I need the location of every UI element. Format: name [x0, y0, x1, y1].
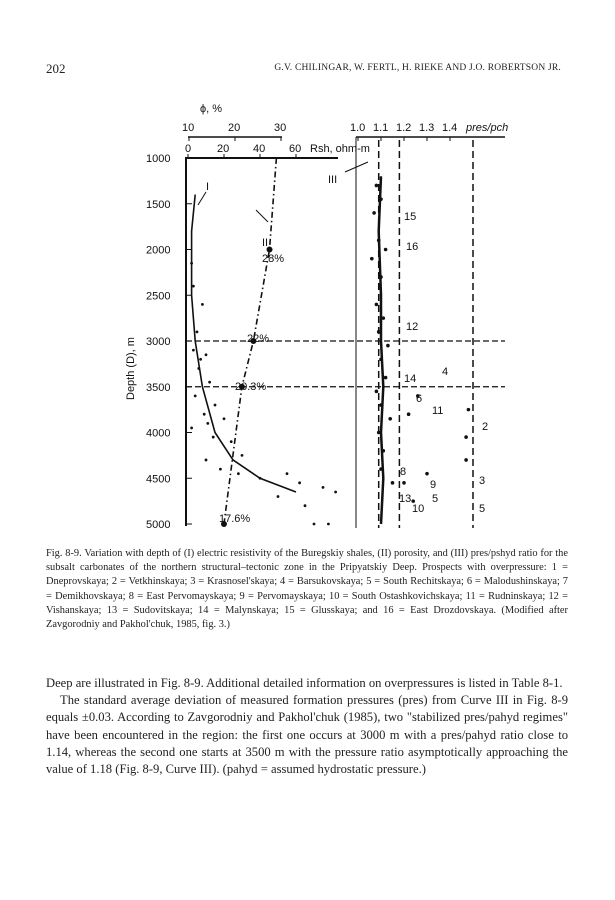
ratio-point	[407, 412, 411, 416]
ratio-tick-label: 1.2	[396, 122, 412, 134]
ratio-point	[377, 239, 381, 243]
r-tick-label: 20	[217, 143, 230, 155]
ratio-point	[379, 467, 383, 471]
ratio-point	[375, 184, 379, 188]
depth-tick-label: 3500	[146, 381, 171, 394]
prospect-label: 5	[479, 503, 486, 515]
porosity-label: 17.6%	[219, 513, 251, 525]
ratio-point	[375, 303, 379, 307]
porosity-label: 22%	[247, 333, 270, 345]
paragraph: The standard average deviation of measured formation pressures (pres) from Curve III in Fig. 8-9 equals ±0.03. According to Zavgorodniy and Pakhol'chuk (1985), two "stabilized pres/pahyd regimes" have been encountered in the region: the first one occurs at 3000 m with a pres/pahyd ratio close to 1.14, whereas the second one starts at 3500 m with the pressure ratio asymptotically approaching the value of 1.18 (Fig. 8-9, Curve III). (pahyd = assumed hydrostatic pressure.)	[46, 693, 568, 777]
prospect-label: 6	[416, 393, 423, 405]
depth-tick-label: 1000	[146, 153, 171, 165]
resistivity-point	[212, 436, 215, 439]
resistivity-point	[241, 454, 244, 457]
resistivity-point	[203, 413, 206, 416]
resistivity-point	[199, 358, 202, 361]
ratio-point	[382, 449, 386, 453]
resistivity-point	[192, 285, 195, 288]
resistivity-point	[327, 523, 330, 526]
resistivity-point	[334, 491, 337, 494]
curve-label: III	[328, 174, 338, 186]
phi-tick-label: 30	[274, 122, 287, 134]
curve-label: II	[262, 237, 269, 249]
prospect-label: 12	[406, 321, 419, 333]
curve-label: I	[206, 181, 210, 193]
prospect-label: 8	[400, 466, 407, 478]
prospect-label: 14	[404, 373, 417, 385]
prospect-label: 13	[399, 493, 412, 505]
ratio-point	[377, 431, 381, 435]
curve-I-arrow	[198, 192, 206, 205]
ratio-point	[384, 376, 388, 380]
resistivity-point	[201, 303, 204, 306]
depth-tick-label: 2500	[146, 290, 171, 303]
resistivity-point	[205, 353, 208, 356]
phi-tick-label: 10	[182, 122, 195, 134]
depth-tick-label: 4500	[146, 473, 171, 486]
depth-axis-label: Depth (D), m	[125, 337, 137, 400]
ratio-tick-label: 1.4	[442, 122, 458, 134]
ratio-point	[379, 197, 383, 201]
prospect-label: 5	[432, 493, 439, 505]
resistivity-point	[214, 404, 217, 407]
resistivity-point	[219, 468, 222, 471]
ratio-point	[386, 344, 390, 348]
resistivity-point	[298, 481, 301, 484]
phi-tick-label: 20	[228, 122, 241, 134]
ratio-point	[425, 472, 429, 476]
resistivity-point	[237, 472, 240, 475]
depth-tick-label: 1500	[146, 198, 171, 211]
porosity-label: 28%	[262, 253, 285, 265]
resistivity-point	[190, 427, 193, 430]
resistivity-point	[197, 367, 200, 370]
prospect-label: 10	[412, 503, 425, 515]
curve-I-resistivity	[192, 195, 296, 492]
ratio-axis-label: pres/pch	[466, 122, 509, 134]
resistivity-point	[190, 262, 193, 265]
r-tick-label: 40	[253, 143, 266, 155]
ratio-point	[379, 358, 383, 362]
ratio-point	[377, 330, 381, 334]
resistivity-point	[277, 495, 280, 498]
prospect-label: 16	[406, 241, 419, 253]
depth-tick-label: 2000	[146, 244, 171, 257]
resistivity-point	[322, 486, 325, 489]
ratio-point	[464, 458, 468, 462]
resistivity-point	[205, 459, 208, 462]
resistivity-point	[304, 504, 307, 507]
ratio-point	[375, 390, 379, 394]
ratio-point	[464, 435, 468, 439]
resistivity-point	[223, 417, 226, 420]
resistivity-point	[192, 349, 195, 352]
resistivity-point	[206, 422, 209, 425]
resistivity-point	[208, 381, 211, 384]
prospect-label: 3	[479, 475, 486, 487]
depth-tick-label: 5000	[146, 519, 171, 531]
paragraph: Deep are illustrated in Fig. 8-9. Additional detailed information on overpressures is listed in Table 8-1.	[46, 676, 563, 690]
resistivity-axis-label: Rsh, ohm-m	[310, 143, 370, 155]
prospect-label: 11	[432, 405, 444, 417]
porosity-label: 20.3%	[235, 381, 267, 393]
figure-caption: Fig. 8-9. Variation with depth of (I) electric resistivity of the Buregskiy shales, (II) porosity, and (III) pres/pshyd ratio for the subsalt carbonates of the northern structural–tectonic zone in the Pripyatskiy Deep. Prospects with overpressure: 1 = Dneprovskaya; 2 = Vetkhinskaya; 3 = Krasnosel'skaya; 4 = Barsukovskaya; 5 = South Rechitskaya; 6 = Malodushinskaya; 7 = Demikhovskaya; 8 = East Pervomayskaya; 9 = Pervomayskaya; 10 = South Ostashkovichskaya; 11 = Rudninskaya; 12 = Vishanskaya; 13 = Sudovitskaya; 14 = Malynskaya; 15 = Glusskaya; and 16 = East Drozdovskaya. (Modified after Zavgorodniy and Pakhol'chuk, 1985, fig. 3.)	[46, 548, 568, 631]
r-tick-label: 60	[289, 143, 302, 155]
ratio-tick-label: 1.3	[419, 122, 435, 134]
ratio-tick-label: 1.0	[350, 122, 366, 134]
running-head: G.V. CHILINGAR, W. FERTL, H. RIEKE AND J.O. ROBERTSON JR.	[274, 63, 561, 73]
prospect-label: 15	[404, 211, 417, 223]
ratio-point	[402, 481, 406, 485]
r-tick-label: 0	[185, 143, 192, 155]
ratio-point	[370, 257, 374, 261]
phi-axis-title: ϕ, %	[200, 103, 223, 115]
ratio-point	[379, 403, 383, 407]
prospect-label: 2	[482, 421, 489, 433]
resistivity-point	[196, 330, 199, 333]
resistivity-point	[259, 477, 262, 480]
ratio-point	[382, 316, 386, 320]
prospect-label: 4	[442, 366, 449, 378]
ratio-point	[372, 211, 376, 215]
ratio-point	[379, 275, 383, 279]
resistivity-point	[313, 523, 316, 526]
ratio-tick-label: 1.1	[373, 122, 389, 134]
depth-tick-label: 3000	[146, 336, 171, 348]
ratio-point	[467, 408, 471, 412]
page-number: 202	[46, 61, 66, 76]
depth-tick-label: 4000	[146, 427, 171, 440]
resistivity-point	[194, 395, 197, 398]
resistivity-point	[230, 440, 233, 443]
prospect-label: 9	[430, 479, 437, 491]
body-text	[46, 675, 568, 778]
resistivity-point	[286, 472, 289, 475]
ratio-point	[388, 417, 392, 421]
ratio-point	[384, 248, 388, 252]
curve-II-arrow	[256, 210, 268, 222]
ratio-point	[391, 481, 395, 485]
